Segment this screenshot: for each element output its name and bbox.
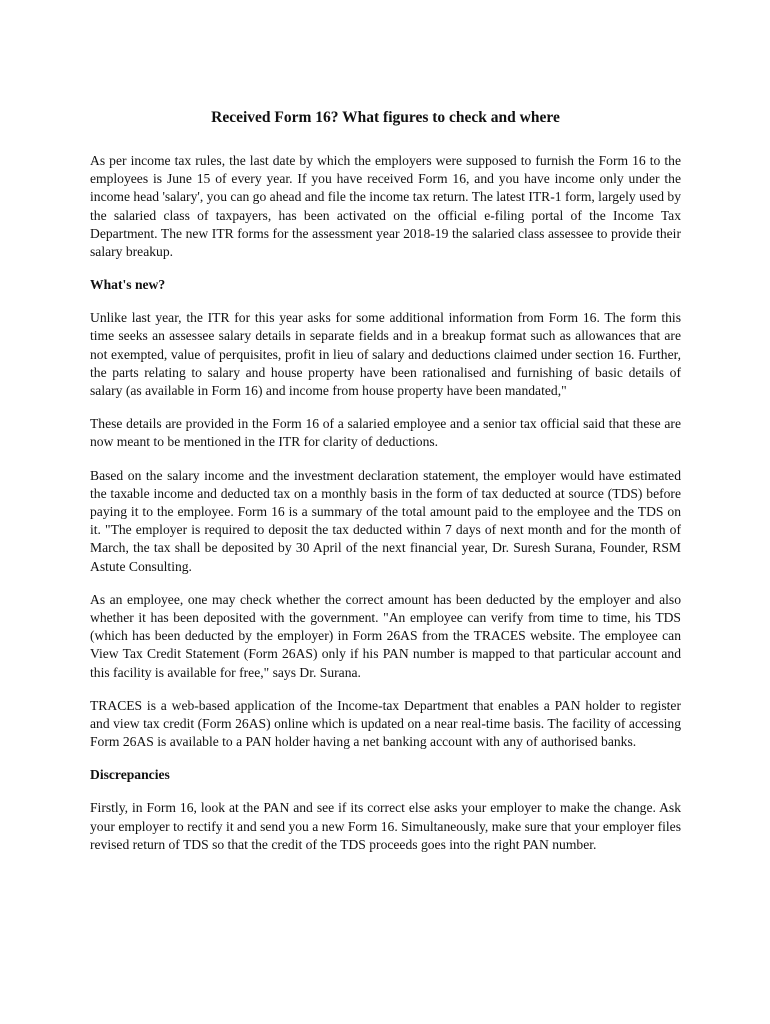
whats-new-paragraph-3: Based on the salary income and the investment declaration statement, the employer would have estimated the taxable income and deducted tax on a monthly basis in the form of tax deducted at source (TDS) before paying it to the employee. Form 16 is a summary of the total amount paid to the employee and the TDS on it. "The employer is required to deposit the tax deducted within 7 days of next month and for the month of March, the tax shall be deposited by 30 April of the next financial year, Dr. Suresh Surana, Founder, RSM Astute Consulting. <box>90 467 681 574</box>
intro-paragraph: As per income tax rules, the last date by which the employers were supposed to furnish the Form 16 to the employees is June 15 of every year. If you have received Form 16, and you have income only under the income head 'salary', you can go ahead and file the income tax return. The latest ITR-1 form, largely used by the salaried class of taxpayers, has been activated on the official e-filing portal of the Income Tax Department. The new ITR forms for the assessment year 2018-19 the salaried class assessee to provide their salary breakup. <box>90 153 681 260</box>
whats-new-heading: What's new? <box>90 277 166 293</box>
discrepancies-heading: Discrepancies <box>90 767 170 783</box>
discrepancies-paragraph-1: Firstly, in Form 16, look at the PAN and see if its correct else asks your employer to make the change. Ask your employer to rectify it and send you a new Form 16. Simultaneously, make sure that your employer files revised return of TDS so that the credit of the TDS proceeds goes into the right PAN number. <box>90 800 681 852</box>
document-title: Received Form 16? What figures to check and where <box>211 109 560 126</box>
document-page <box>90 108 681 869</box>
whats-new-paragraph-4: As an employee, one may check whether the correct amount has been deducted by the employer and also whether it has been deposited with the government. "An employee can verify from time to time, his TDS (which has been deducted by the employer) in Form 26AS from the TRACES website. The employee can View Tax Credit Statement (Form 26AS) only if his PAN number is mapped to that particular account and this facility is available for free," says Dr. Surana. <box>90 591 681 680</box>
whats-new-paragraph-2: These details are provided in the Form 16 of a salaried employee and a senior tax official said that these are now meant to be mentioned in the ITR for clarity of deductions. <box>90 416 681 450</box>
whats-new-paragraph-5: TRACES is a web-based application of the Income-tax Department that enables a PAN holder to register and view tax credit (Form 26AS) online which is updated on a near real-time basis. The facility of accessing Form 26AS is available to a PAN holder having a net banking account with any of authorised banks. <box>90 697 681 750</box>
whats-new-paragraph-1: Unlike last year, the ITR for this year asks for some additional information from Form 16. The form this time seeks an assessee salary details in separate fields and in a breakup format such as allowances that are not exempted, value of perquisites, profit in lieu of salary and deductions claimed under section 16. Further, the parts relating to salary and house property have been rationalised and furnishing of basic details of salary (as available in Form 16) and income from house property have been mandated," <box>90 310 681 399</box>
